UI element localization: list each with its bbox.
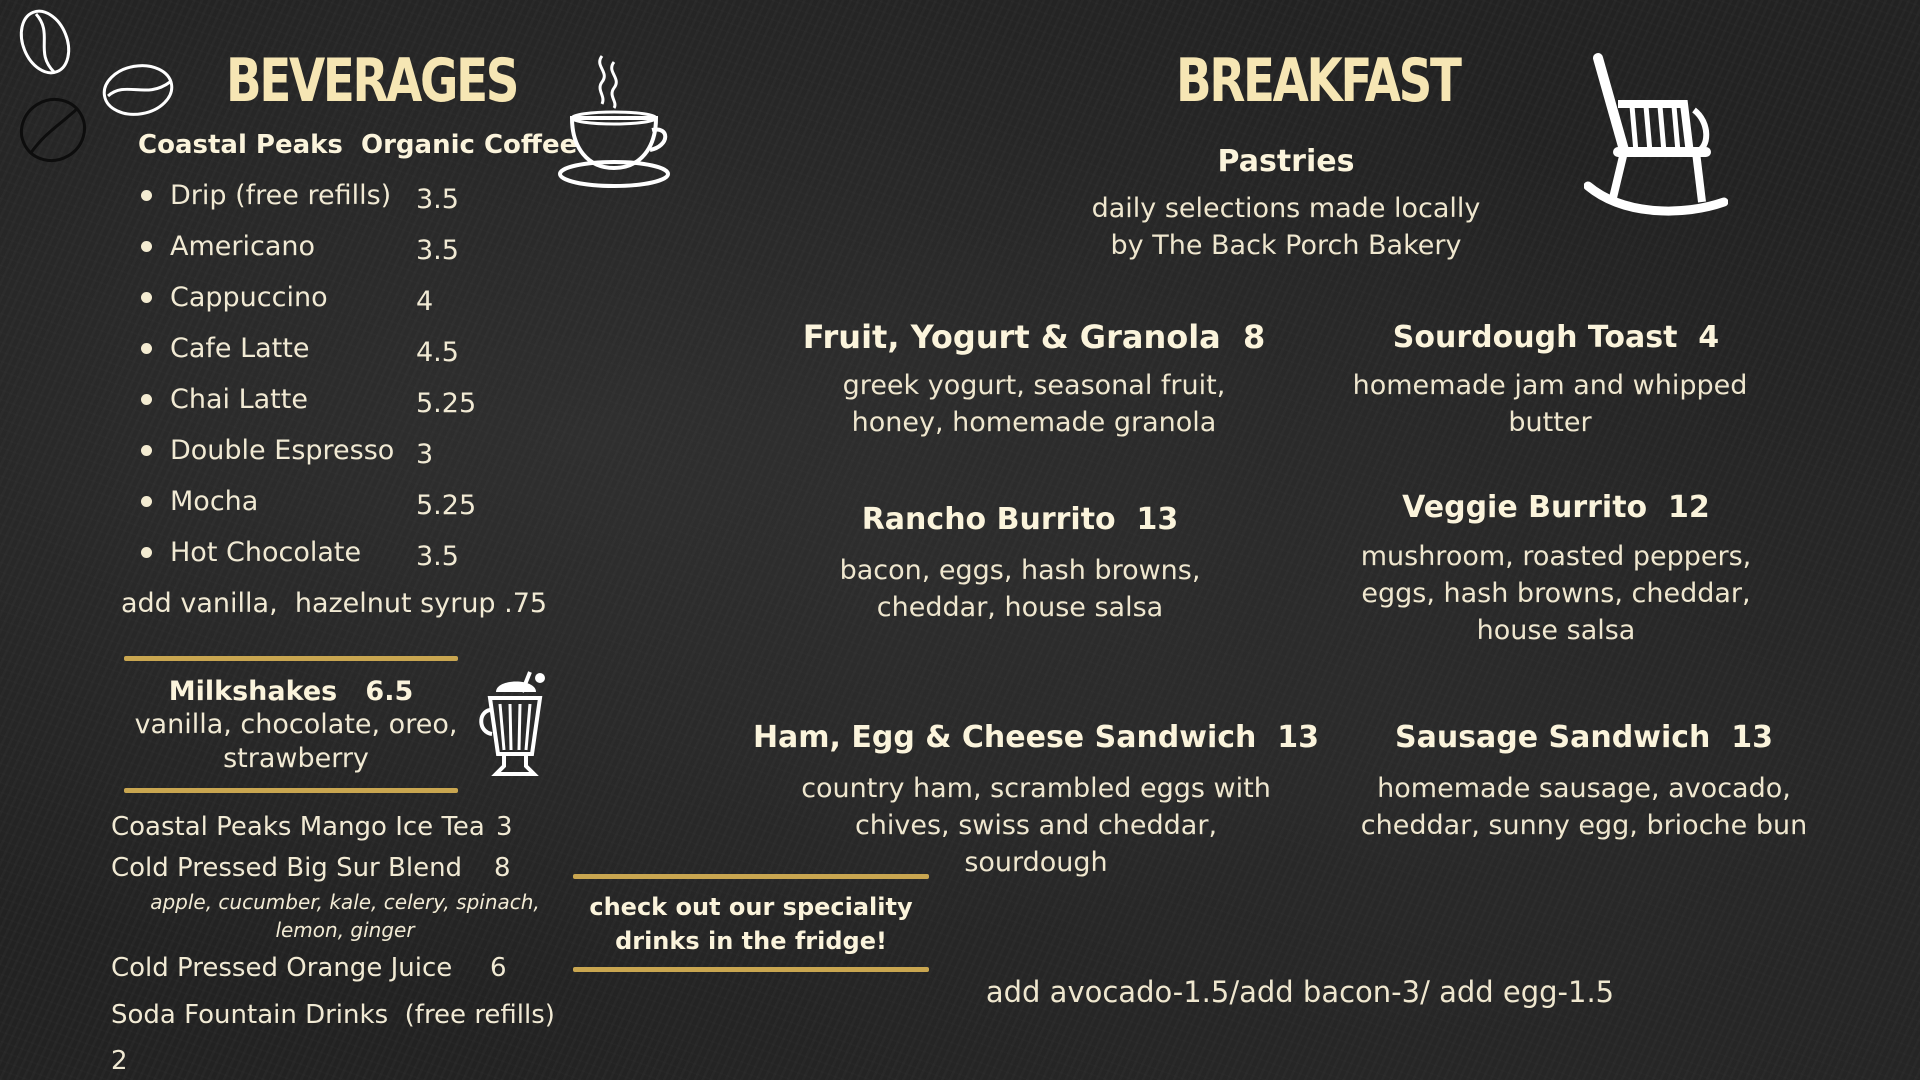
- coffee-item-name: Americano: [170, 231, 316, 262]
- coffee-item-price: 5.25: [416, 388, 477, 419]
- bullet-icon: [141, 292, 152, 303]
- big-sur-name: Cold Pressed Big Sur Blend: [111, 853, 463, 883]
- coffee-item-name: Drip (free refills): [170, 180, 392, 211]
- coffee-cup-icon: [556, 52, 676, 192]
- bullet-icon: [141, 190, 152, 201]
- coffee-item-name: Hot Chocolate: [170, 537, 362, 568]
- fruit-yogurt-description: honey, homemade granola: [851, 407, 1217, 438]
- sausage-sandwich-description: cheddar, sunny egg, brioche bun: [1360, 810, 1808, 841]
- ham-sandwich-description: chives, swiss and cheddar,: [854, 810, 1218, 841]
- milkshakes-title: Milkshakes 6.5: [168, 676, 414, 707]
- syrup-addon: add vanilla, hazelnut syrup .75: [121, 588, 548, 619]
- bullet-icon: [141, 343, 152, 354]
- mango-tea-price: 3: [496, 812, 513, 842]
- veggie-burrito-description: eggs, hash browns, cheddar,: [1361, 578, 1751, 609]
- soda-name: Soda Fountain Drinks (free refills): [111, 1000, 555, 1030]
- veggie-burrito-title: Veggie Burrito 12: [1402, 490, 1710, 525]
- rocking-chair-icon: [1584, 52, 1728, 218]
- gold-divider: [124, 656, 458, 661]
- fridge-note: check out our speciality: [589, 893, 913, 921]
- ham-sandwich-description: country ham, scrambled eggs with: [801, 773, 1271, 804]
- ham-sandwich-title: Ham, Egg & Cheese Sandwich 13: [752, 720, 1320, 755]
- bullet-icon: [141, 547, 152, 558]
- sourdough-toast-description: homemade jam and whipped: [1352, 370, 1748, 401]
- beverages-heading: BEVERAGES: [226, 46, 518, 116]
- pastries-title: Pastries: [1217, 144, 1355, 179]
- pastries-description: by The Back Porch Bakery: [1110, 230, 1462, 261]
- sourdough-toast-title: Sourdough Toast 4: [1392, 320, 1720, 355]
- milkshakes-flavors: strawberry: [223, 743, 369, 774]
- fridge-note: drinks in the fridge!: [615, 927, 887, 955]
- orange-juice-name: Cold Pressed Orange Juice: [111, 953, 453, 983]
- gold-divider: [573, 967, 929, 972]
- coffee-item-price: 4: [416, 286, 434, 317]
- ham-sandwich-description: sourdough: [964, 847, 1108, 878]
- coffee-subtitle: Coastal Peaks Organic Coffee: [138, 130, 578, 160]
- bullet-icon: [141, 394, 152, 405]
- milkshake-icon: [478, 670, 552, 782]
- bullet-icon: [141, 445, 152, 456]
- coffee-item-price: 3: [416, 439, 434, 470]
- big-sur-price: 8: [494, 853, 511, 883]
- coffee-item-name: Double Espresso: [170, 435, 395, 466]
- coffee-item-name: Cappuccino: [170, 282, 328, 313]
- rancho-burrito-description: bacon, eggs, hash browns,: [839, 555, 1201, 586]
- breakfast-heading: BREAKFAST: [1176, 46, 1460, 116]
- orange-juice-price: 6: [490, 953, 507, 983]
- coffee-item-name: Mocha: [170, 486, 259, 517]
- soda-price: 2: [111, 1046, 128, 1076]
- veggie-burrito-description: house salsa: [1476, 615, 1636, 646]
- coffee-item-price: 3.5: [416, 541, 459, 572]
- coffee-bean-icon: [100, 60, 176, 120]
- breakfast-addons: add avocado-1.5/add bacon-3/ add egg-1.5: [985, 975, 1615, 1009]
- rancho-burrito-description: cheddar, house salsa: [876, 592, 1164, 623]
- bullet-icon: [141, 496, 152, 507]
- sausage-sandwich-title: Sausage Sandwich 13: [1394, 720, 1774, 755]
- sausage-sandwich-description: homemade sausage, avocado,: [1377, 773, 1791, 804]
- rancho-burrito-title: Rancho Burrito 13: [861, 502, 1179, 537]
- bullet-icon: [141, 241, 152, 252]
- coffee-item-price: 3.5: [416, 184, 459, 215]
- coffee-bean-icon: [14, 6, 76, 78]
- sourdough-toast-description: butter: [1508, 407, 1592, 438]
- milkshakes-flavors: vanilla, chocolate, oreo,: [134, 709, 458, 740]
- mango-tea-name: Coastal Peaks Mango Ice Tea: [111, 812, 485, 842]
- coffee-item-price: 4.5: [416, 337, 459, 368]
- veggie-burrito-description: mushroom, roasted peppers,: [1360, 541, 1752, 572]
- big-sur-description: apple, cucumber, kale, celery, spinach,: [150, 890, 540, 914]
- fruit-yogurt-title: Fruit, Yogurt & Granola 8: [802, 318, 1266, 356]
- coffee-bean-icon: [16, 92, 90, 168]
- gold-divider: [124, 788, 458, 793]
- pastries-description: daily selections made locally: [1091, 193, 1481, 224]
- coffee-item-price: 3.5: [416, 235, 459, 266]
- coffee-item-price: 5.25: [416, 490, 477, 521]
- coffee-item-name: Cafe Latte: [170, 333, 310, 364]
- fruit-yogurt-description: greek yogurt, seasonal fruit,: [842, 370, 1226, 401]
- coffee-item-name: Chai Latte: [170, 384, 308, 415]
- big-sur-description: lemon, ginger: [275, 918, 415, 942]
